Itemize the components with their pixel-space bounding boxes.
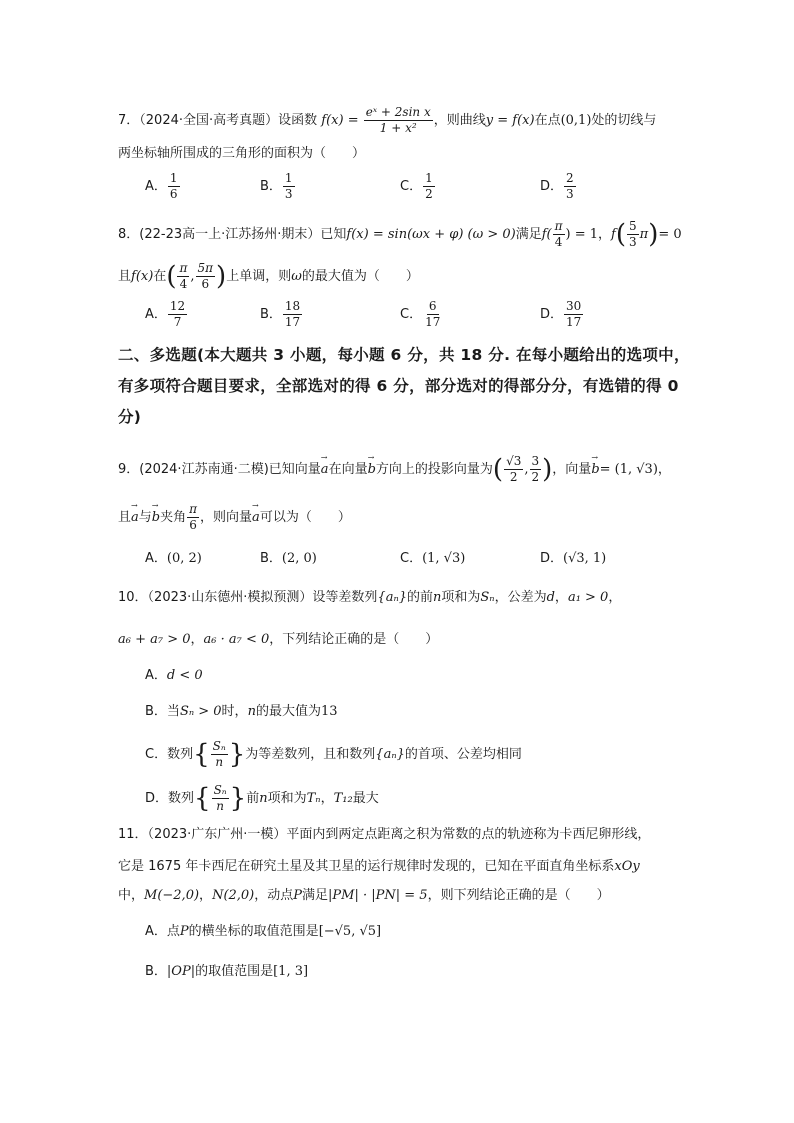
q11-line1: 11．（2023·广东广州·一模）平面内到两定点距离之积为常数的点的轨迹称为卡西尼卵形线，: [118, 827, 651, 842]
q11-option-b[interactable]: B．|OP|的取值范围是[1, 3]: [145, 964, 309, 979]
q9-line2: 且→ a与→ b夹角 $\frac{\pi}{6}$ ，则向量→ a可以为（ ）: [118, 503, 351, 532]
q8-option-c[interactable]: C． $\frac{6}{17}$: [400, 299, 441, 330]
q7-func-fraction: $\frac{\text{eˣ + 2sin x}}{\text{1 + x²}}$: [365, 105, 431, 136]
q10-number: 10．: [118, 590, 148, 605]
q8-line1: 8．(22-23高一上·江苏扬州·期末）已知f(x) = sin(ωx + φ) (ω > 0)满足f( $\frac{\pi}{4}$ ) = 1，f( $\frac{5}{3}$ π)= 0: [118, 219, 682, 250]
q10-source: （2023·山东德州·模拟预测）: [147, 590, 313, 605]
q8-formula: f(x) = sin(ωx + φ) (ω > 0): [346, 227, 516, 243]
q9-option-c[interactable]: C．(1, √3): [400, 551, 466, 566]
q8-option-b[interactable]: B． $\frac{18}{17}$: [260, 299, 301, 330]
q7-option-c[interactable]: C． $\frac{1}{2}$: [400, 171, 433, 202]
q8-line2: 且f(x)在( $\frac{\pi}{4}$ , $\frac{5\pi}{6}$ )上单调，则ω的最大值为（ ）: [118, 261, 419, 292]
q8-option-a[interactable]: A． $\frac{12}{7}$: [145, 299, 186, 330]
q10-option-a[interactable]: A．d < 0: [145, 668, 203, 683]
q10-line2: a₆ + a₇ > 0，a₆ · a₇ < 0，下列结论正确的是（ ）: [118, 632, 439, 647]
q7-source: （2024·全国·高考真题）: [139, 113, 279, 129]
q8-source: (22-23高一上·江苏扬州·期末）: [139, 227, 321, 243]
q7-option-d[interactable]: D． $\frac{2}{3}$: [540, 171, 574, 202]
q10-option-b[interactable]: B．当Sₙ > 0时，n的最大值为13: [145, 704, 338, 719]
q8-option-d[interactable]: D． $\frac{30}{17}$: [540, 299, 582, 330]
q10-option-d[interactable]: D．数列{ $\frac{\text{Sₙ}}{n}$ }前n项和为Tₙ，T₁₂最大: [145, 783, 379, 814]
q9-line1: 9．(2024·江苏南通·二模)已知向量→ a在向量→ b方向上的投影向量为( $\frac{√3}{2}$ , $\frac{3}{2}$ )，向量→ b= (1, √3)，: [118, 455, 671, 484]
q11-line3: 中，M(−2,0)，N(2,0)，动点P满足|PM| · |PN| = 5，则下列结论正确的是（ ）: [118, 888, 610, 903]
q7-func-lhs: f(x) =: [321, 113, 359, 129]
q8-number: 8．: [118, 227, 140, 243]
q11-option-a[interactable]: A．点P的横坐标的取值范围是[−√5, √5]: [145, 924, 382, 939]
q9-source: (2024·江苏南通·二模): [139, 462, 269, 478]
q7-line1: 7．（2024·全国·高考真题）设函数 f(x) = $\frac{\text{eˣ + 2sin x}}{\text{1 + x²}}$ ，则曲线y = f(x)在点(0,1)处的切线与: [118, 105, 657, 136]
q11-line2: 它是 1675 年卡西尼在研究土星及其卫星的运行规律时发现的，已知在平面直角坐标系xOy: [118, 859, 640, 874]
section2-heading-line3: 分): [118, 408, 142, 426]
q9-option-d[interactable]: D．(√3, 1): [540, 551, 607, 566]
q11-number: 11．: [118, 827, 148, 842]
q10-line1: 10．（2023·山东德州·模拟预测）设等差数列{aₙ}的前n项和为Sₙ，公差为d，a₁ > 0，: [118, 590, 622, 605]
q10-option-c[interactable]: C．数列{ $\frac{\text{Sₙ}}{n}$ }为等差数列，且和数列{aₙ}的首项、公差均相同: [145, 739, 522, 770]
section2-heading-line2: 有多项符合题目要求，全部选对的得 6 分，部分选对的得部分分，有选错的得 0: [118, 377, 679, 395]
q7-option-a[interactable]: A． $\frac{1}{6}$: [145, 171, 178, 202]
q9-option-b[interactable]: B．(2, 0): [260, 551, 317, 566]
q11-source: （2023·广东广州·一模）: [147, 827, 287, 842]
q7-line2: 两坐标轴所围成的三角形的面积为（ ）: [118, 146, 366, 161]
q7-number: 7．: [118, 113, 140, 129]
q7-option-b[interactable]: B． $\frac{1}{3}$: [260, 171, 293, 202]
q7-curve: y = f(x): [485, 113, 535, 129]
section2-heading-line1: 二、多选题(本大题共 3 小题，每小题 6 分，共 18 分. 在每小题给出的选项中，: [118, 346, 690, 364]
q9-option-a[interactable]: A．(0, 2): [145, 551, 202, 566]
q9-number: 9．: [118, 462, 140, 478]
